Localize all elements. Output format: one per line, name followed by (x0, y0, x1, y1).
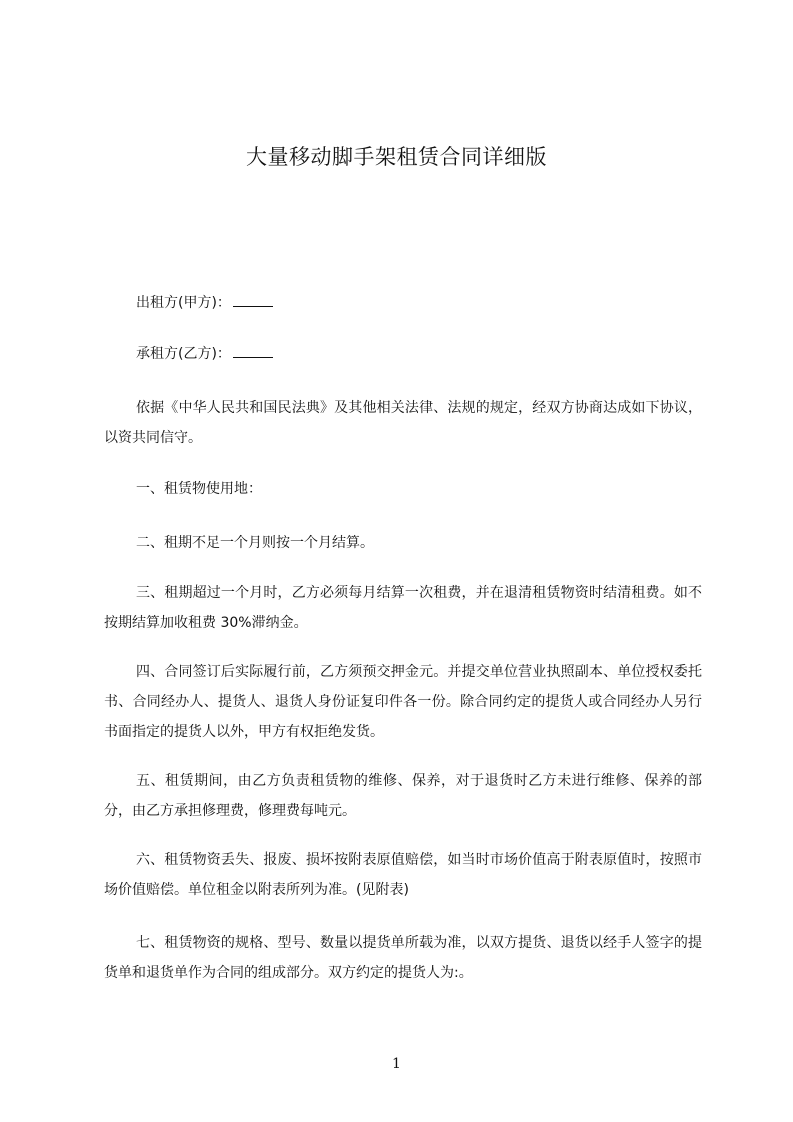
clause-7: 七、租赁物资的规格、型号、数量以提货单所载为准，以双方提货、退货以经手人签字的提货单和退货单作为合同的组成部分。双方约定的提货人为:。 (104, 935, 702, 981)
lessor-line (104, 288, 702, 318)
lessee-line (104, 339, 702, 369)
clause-6: 六、租赁物资丢失、报废、损坏按附表原值赔偿，如当时市场价值高于附表原值时，按照市场价值赔偿。单位租金以附表所列为准。(见附表) (104, 852, 702, 898)
lessee-label: 承租方(乙方)： (136, 346, 231, 362)
clause-1: 一、租赁物使用地： (136, 481, 262, 497)
clause-3: 三、租期超过一个月时，乙方必须每月结算一次租费，并在退清租赁物资时结清租费。如不按期结算加收租费 30%滞纳金。 (104, 585, 702, 631)
clause-5: 五、租赁期间，由乙方负责租赁物的维修、保养，对于退货时乙方未进行维修、保养的部分，由乙方承担修理费，修理费每吨元。 (104, 773, 702, 819)
lessor-label: 出租方(甲方)： (136, 295, 231, 311)
preamble-paragraph: 依据《中华人民共和国民法典》及其他相关法律、法规的规定，经双方协商达成如下协议，以资共同信守。 (104, 400, 702, 446)
clause-4: 四、合同签订后实际履行前，乙方须预交押金元。并提交单位营业执照副本、单位授权委托书、合同经办人、提货人、退货人身份证复印件各一份。除合同约定的提货人或合同经办人另行书面指定的提货人以外，甲方有权拒绝发货。 (104, 664, 702, 740)
page-number: 1 (392, 1056, 401, 1072)
document-title: 大量移动脚手架租赁合同详细版 (246, 145, 547, 169)
clause-2: 二、租期不足一个月则按一个月结算。 (136, 535, 374, 551)
lessor-blank (233, 293, 273, 307)
lessee-blank (233, 344, 273, 358)
